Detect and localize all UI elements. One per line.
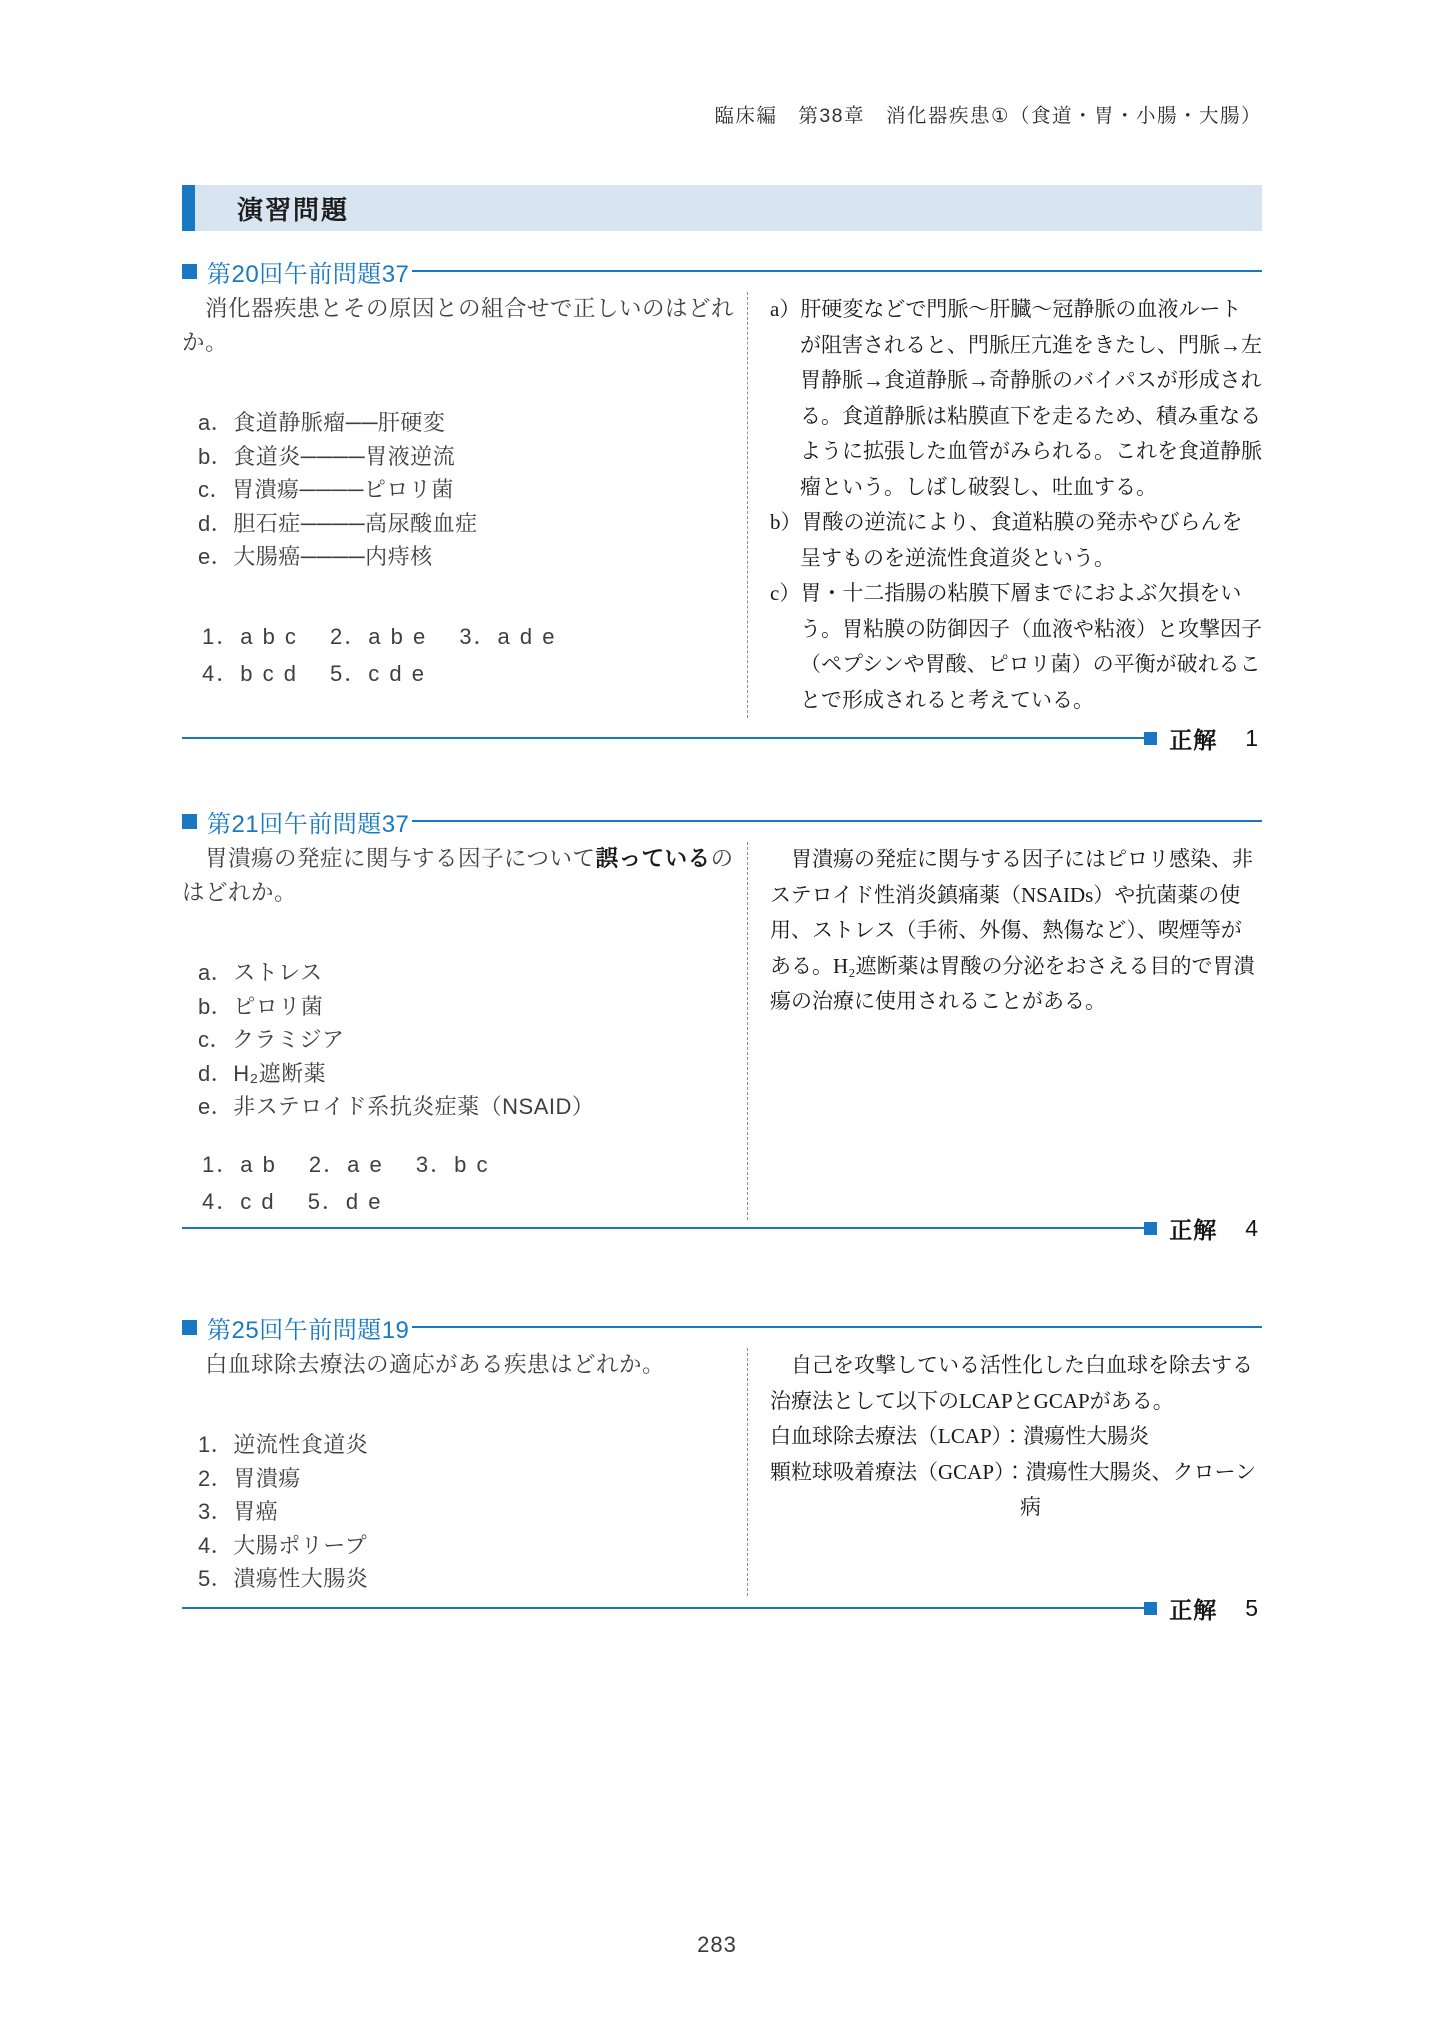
explanation-paragraph: a）肝硬変などで門脈〜肝臓〜冠静脈の血液ルートが阻害されると、門脈圧亢進をきたし、門脈→左胃静脈→食道静脈→奇静脈のバイパスが形成される。食道静脈は粘膜直下を走るため、積み重なるように拡張した血管がみられる。これを食道静脈瘤という。しばし破裂し、吐血する。 <box>770 297 1262 499</box>
question-title: 第20回午前問題37 <box>207 260 410 288</box>
explanation-paragraph: 白血球除去療法（LCAP）：潰瘍性大腸炎 <box>770 1424 1150 1448</box>
answer-square-icon <box>1144 1222 1157 1235</box>
question-left-column <box>182 842 747 1220</box>
answer-label: 正解 <box>1169 1216 1218 1243</box>
option-item: 5．潰瘍性大腸炎 <box>198 1566 369 1591</box>
explanation-column <box>748 292 1262 718</box>
option-item: 3．胃癌 <box>198 1499 279 1524</box>
option-item: b．食道炎────胃液逆流 <box>198 443 456 469</box>
option-item: c．クラミジア <box>198 1027 345 1052</box>
header-rule <box>412 820 1262 822</box>
explanation-column <box>748 842 1262 1220</box>
question-section-3 <box>182 1312 1262 1632</box>
choices-row: 4．c d 5．d e <box>202 1188 383 1214</box>
question-columns <box>182 1348 1262 1596</box>
question-text-bold: 誤っている <box>595 846 711 871</box>
accent-bar-icon <box>182 185 195 231</box>
choices-row: 1．a b 2．a e 3．b c <box>202 1151 490 1177</box>
question-text-pre: 白血球除去療法の適応がある疾患はどれか。 <box>182 1352 666 1377</box>
question-header <box>182 256 1262 286</box>
choices-row: 4．b c d 5．c d e <box>202 660 426 686</box>
header-rule <box>412 270 1262 272</box>
option-item: d．胆石症────高尿酸血症 <box>198 510 478 536</box>
answer-value: 1 <box>1245 724 1258 751</box>
question-title: 第25回午前問題19 <box>207 1316 410 1344</box>
question-columns <box>182 292 1262 718</box>
option-item: b．ピロリ菌 <box>198 993 324 1019</box>
answer-rule <box>182 1227 1144 1230</box>
explanation-column <box>748 1348 1262 1596</box>
choices-row: 1．a b c 2．a b e 3．a d e <box>202 623 557 649</box>
options-list <box>198 406 737 574</box>
running-header: 臨床編 第38章 消化器疾患①（食道・胃・小腸・大腸） <box>714 105 1262 127</box>
answer-value: 5 <box>1245 1594 1258 1621</box>
question-section-1 <box>182 256 1262 756</box>
question-text <box>182 842 737 910</box>
option-item: d．H₂遮断薬 <box>198 1060 327 1086</box>
answer-row <box>182 1594 1262 1623</box>
question-columns <box>182 842 1262 1220</box>
question-text-post: のはどれか。 <box>182 846 734 905</box>
answer-square-icon <box>1144 732 1157 745</box>
question-header <box>182 1312 1262 1342</box>
answer-value: 4 <box>1245 1214 1258 1241</box>
section-title: 演習問題 <box>237 194 350 225</box>
question-title: 第21回午前問題37 <box>207 810 410 838</box>
question-left-column <box>182 1348 747 1596</box>
option-item: a．ストレス <box>198 960 323 985</box>
explanation-paragraph: b）胃酸の逆流により、食道粘膜の発赤やびらんを呈すものを逆流性食道炎という。 <box>770 510 1243 570</box>
explanation-paragraph: 自己を攻撃している活性化した白血球を除去する治療法として以下のLCAPとGCAPがある。 <box>770 1353 1253 1413</box>
option-item: e．大腸癌────内痔核 <box>198 544 433 569</box>
question-text <box>182 292 737 360</box>
section-title-bar <box>182 185 1262 231</box>
answer-label: 正解 <box>1169 1596 1218 1623</box>
header-rule <box>412 1326 1262 1328</box>
answer-label: 正解 <box>1169 726 1218 753</box>
answer-square-icon <box>1144 1602 1157 1615</box>
options-list <box>198 1428 737 1596</box>
question-text <box>182 1348 737 1382</box>
choices-block <box>202 618 737 692</box>
page-number: 283 <box>697 1932 737 1957</box>
explanation-paragraph: 顆粒球吸着療法（GCAP）：潰瘍性大腸炎、クローン病 <box>770 1459 1257 1519</box>
square-bullet-icon <box>182 814 197 829</box>
option-item: 2．胃潰瘍 <box>198 1465 301 1491</box>
question-text-pre: 胃潰瘍の発症に関与する因子について <box>182 846 596 871</box>
answer-row <box>182 724 1262 753</box>
option-item: 1．逆流性食道炎 <box>198 1432 369 1457</box>
option-item: e．非ステロイド系抗炎症薬（NSAID） <box>198 1094 595 1119</box>
option-item: 4．大腸ポリープ <box>198 1532 368 1558</box>
square-bullet-icon <box>182 264 197 279</box>
square-bullet-icon <box>182 1320 197 1335</box>
question-text-pre: 消化器疾患とその原因との組合せで正しいのはどれか。 <box>182 296 735 355</box>
answer-rule <box>182 1607 1144 1610</box>
options-list <box>198 956 737 1124</box>
question-section-2 <box>182 806 1262 1246</box>
question-left-column <box>182 292 747 718</box>
answer-rule <box>182 737 1144 740</box>
option-item: c．胃潰瘍────ピロリ菌 <box>198 477 454 502</box>
question-header <box>182 806 1262 836</box>
explanation-paragraph: c）胃・十二指腸の粘膜下層までにおよぶ欠損をいう。胃粘膜の防御因子（血液や粘液）と攻撃因子（ペプシンや胃酸、ピロリ菌）の平衡が破れることで形成されると考えている。 <box>770 581 1262 712</box>
explanation-paragraph: 胃潰瘍の発症に関与する因子にはピロリ感染、非ステロイド性消炎鎮痛薬（NSAIDs）や抗菌薬の使用、ストレス（手術、外傷、熱傷など）、喫煙等がある。H₂遮断薬は胃酸の分泌をおさえる目的で胃潰瘍の治療に使用されることがある。 <box>770 847 1255 1013</box>
choices-block <box>202 1146 737 1220</box>
option-item: a．食道静脈瘤──肝硬変 <box>198 410 446 435</box>
answer-row <box>182 1214 1262 1243</box>
